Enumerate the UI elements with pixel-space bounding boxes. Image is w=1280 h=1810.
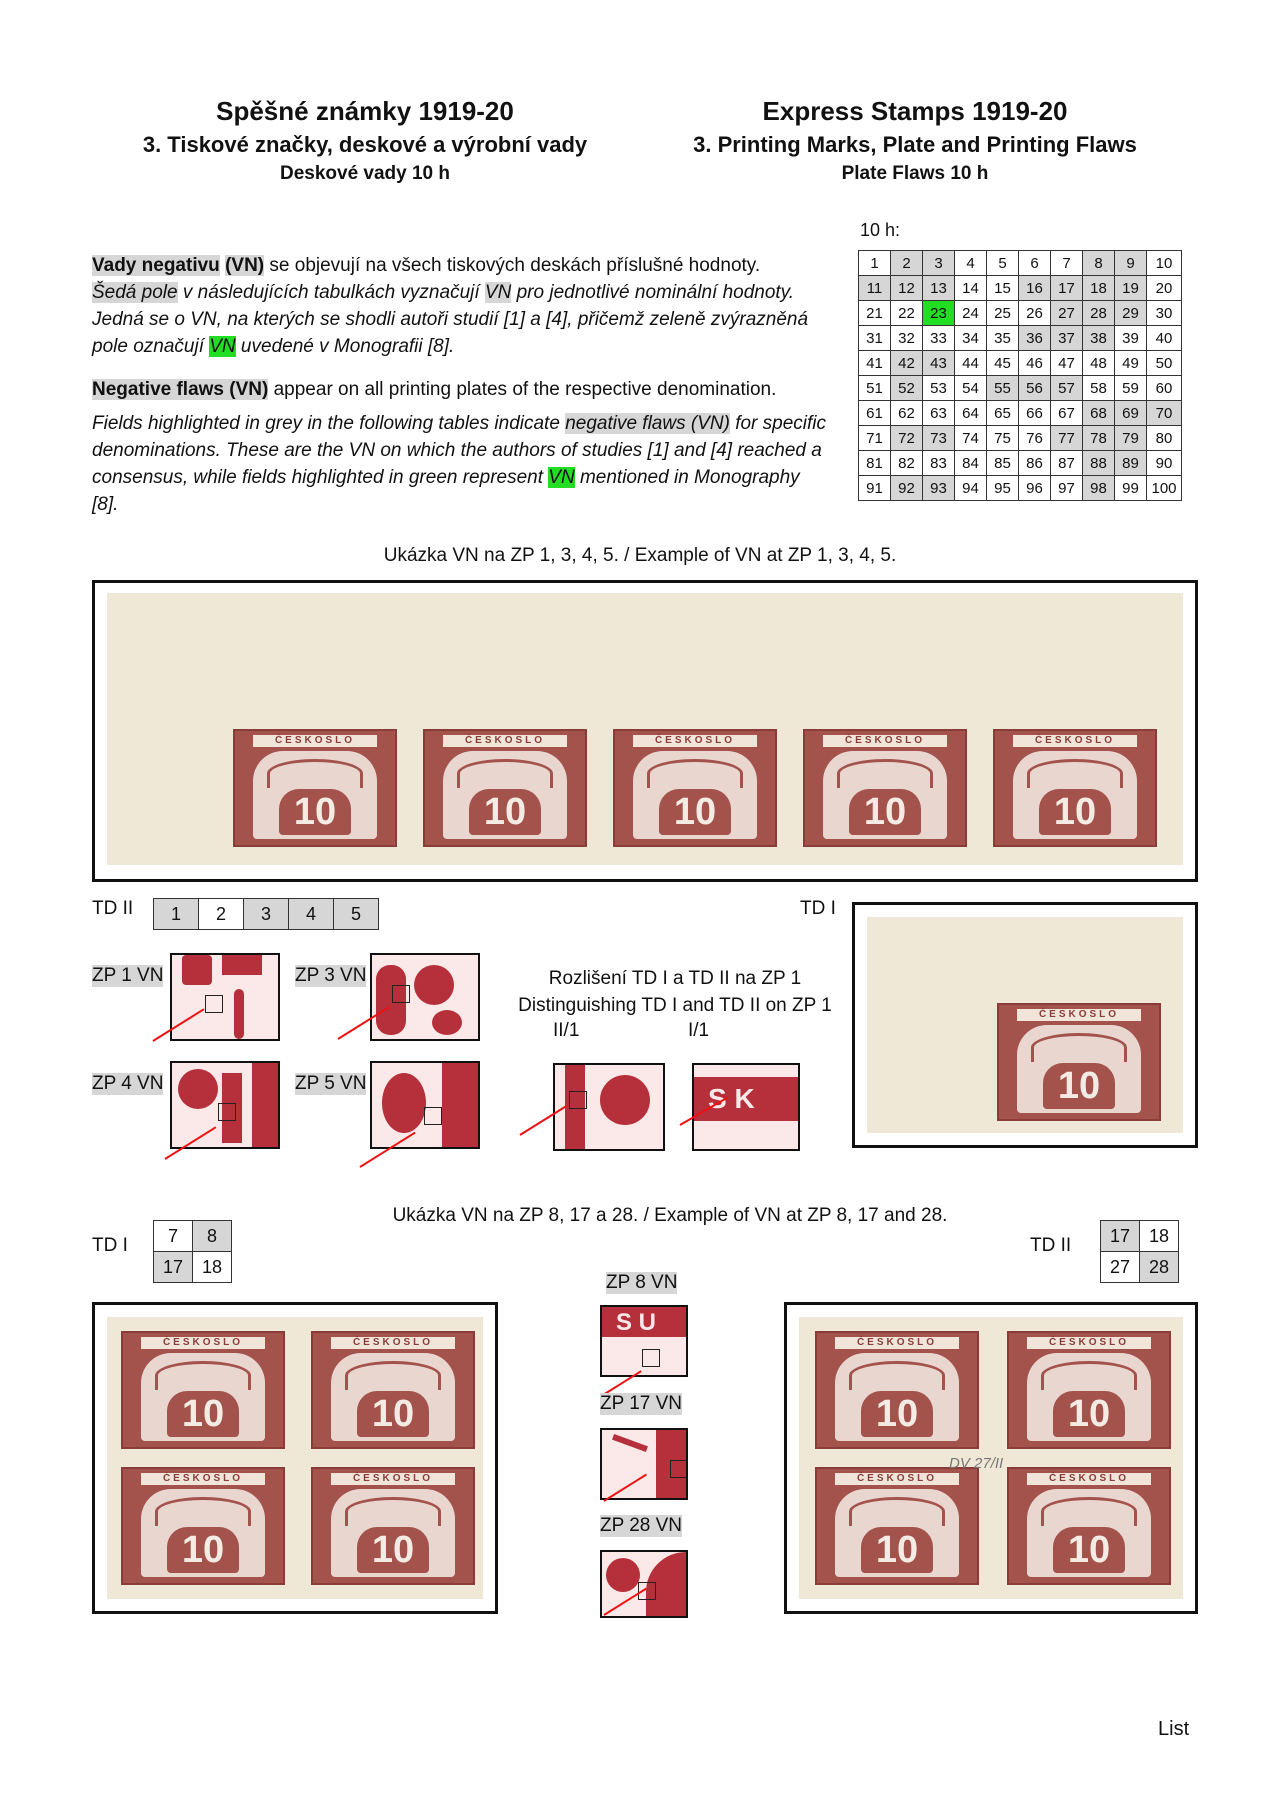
- zp17-detail: [600, 1428, 688, 1500]
- strip-caption: Ukázka VN na ZP 1, 3, 4, 5. / Example of VN at ZP 1, 3, 4, 5.: [383, 545, 897, 566]
- stamp: [1007, 1331, 1171, 1449]
- grid-cell-22: 22: [891, 301, 923, 326]
- stamp: [121, 1331, 285, 1449]
- grid-cell-4: 4: [955, 251, 987, 276]
- cz-vn2: VN: [484, 282, 512, 303]
- grid-cell-44: 44: [955, 351, 987, 376]
- grid-cell-71: 71: [859, 426, 891, 451]
- grid-cell-82: 82: [891, 451, 923, 476]
- td2-label: TD II: [92, 898, 134, 919]
- grid-cell-29: 29: [1115, 301, 1147, 326]
- grid-cell-10: 10: [1147, 251, 1182, 276]
- grid-cell-37: 37: [1051, 326, 1083, 351]
- grid-cell-94: 94: [955, 476, 987, 501]
- stamp-top-text: ČESKOSLO: [1017, 1009, 1141, 1021]
- grid-cell-65: 65: [987, 401, 1019, 426]
- stamp: [121, 1467, 285, 1585]
- grid-cell-35: 35: [987, 326, 1019, 351]
- stamp: [803, 729, 967, 847]
- stamp: [993, 729, 1157, 847]
- grid-cell-64: 64: [955, 401, 987, 426]
- cz-rest3: pro jednotlivé nominální hodnoty. Jedná se o VN, na kterých se shodli autoři studií [1] a [4], přičemž zeleně zvýrazněná pole označují: [92, 282, 809, 357]
- strip-frame: [92, 580, 1198, 882]
- cz-vn3: VN: [209, 336, 236, 357]
- grid-cell-26: 26: [1019, 301, 1051, 326]
- stamp-value: 10: [167, 1391, 239, 1437]
- flaw-grid: [858, 250, 1182, 501]
- stamp: [815, 1467, 979, 1585]
- cz-grey: Šedá pole: [92, 282, 178, 303]
- cz-rest2: v následujících tabulkách vyznačují: [177, 282, 485, 303]
- cz-title: Spěšné známky 1919-20: [216, 96, 514, 126]
- grid-cell-46: 46: [1019, 351, 1051, 376]
- grid-cell-51: 51: [859, 376, 891, 401]
- grid-cell-33: 33: [923, 326, 955, 351]
- en-sub2: Plate Flaws 10 h: [841, 163, 989, 184]
- grid-cell-58: 58: [1083, 376, 1115, 401]
- grid-cell-63: 63: [923, 401, 955, 426]
- stamp-value: 10: [1053, 1391, 1125, 1437]
- grid-cell-52: 52: [891, 376, 923, 401]
- stamp-value: 10: [659, 789, 731, 835]
- grid-cell-45: 45: [987, 351, 1019, 376]
- td2-1-detail: [553, 1063, 665, 1151]
- stamp-top-text: ČESKOSLO: [823, 735, 947, 747]
- right-block-frame: [784, 1302, 1198, 1614]
- zp4-label: ZP 4 VN: [92, 1073, 164, 1094]
- cz-rest4: uvedené v Monografii [8].: [235, 336, 455, 357]
- distinguish-a: II/1: [553, 1020, 580, 1041]
- grid-cell-95: 95: [987, 476, 1019, 501]
- grid-cell-79: 79: [1115, 426, 1147, 451]
- grid-cell-62: 62: [891, 401, 923, 426]
- stamp: [815, 1331, 979, 1449]
- grid-cell-19: 19: [1115, 276, 1147, 301]
- grid-cell-78: 78: [1083, 426, 1115, 451]
- grid-cell-39: 39: [1115, 326, 1147, 351]
- grid-cell-7: 7: [1051, 251, 1083, 276]
- grid-cell-24: 24: [955, 301, 987, 326]
- right-cell-18: 18: [1140, 1221, 1179, 1252]
- grid-cell-59: 59: [1115, 376, 1147, 401]
- grid-cell-38: 38: [1083, 326, 1115, 351]
- intro-cz: [92, 252, 832, 360]
- stamp-value: 10: [469, 789, 541, 835]
- zp3-label: ZP 3 VN: [295, 965, 367, 986]
- grid-cell-97: 97: [1051, 476, 1083, 501]
- right-block-label: TD II: [1030, 1235, 1072, 1256]
- grid-cell-41: 41: [859, 351, 891, 376]
- left-block-label: TD I: [92, 1235, 128, 1256]
- stamp-value: 10: [1053, 1527, 1125, 1573]
- grid-cell-18: 18: [1083, 276, 1115, 301]
- grid-cell-81: 81: [859, 451, 891, 476]
- intro-en: [92, 376, 832, 403]
- grid-cell-3: 3: [923, 251, 955, 276]
- cz-subtitle: 3. Tiskové značky, deskové a výrobní vady: [142, 132, 588, 157]
- stamp-value: 10: [357, 1391, 429, 1437]
- grid-cell-49: 49: [1115, 351, 1147, 376]
- right-cell-27: 27: [1101, 1252, 1140, 1283]
- stamp: [423, 729, 587, 847]
- left-block-paper: [107, 1317, 483, 1599]
- grid-cell-16: 16: [1019, 276, 1051, 301]
- zp3-detail: [370, 953, 480, 1041]
- en-it1: Fields highlighted in grey in the following tables indicate: [92, 413, 566, 434]
- stamp-top-text: ČESKOSLO: [835, 1337, 959, 1349]
- stamp-value: 10: [279, 789, 351, 835]
- en-bold: Negative flaws (VN): [92, 379, 269, 400]
- grid-cell-32: 32: [891, 326, 923, 351]
- zp5-label: ZP 5 VN: [295, 1073, 367, 1094]
- grid-cell-77: 77: [1051, 426, 1083, 451]
- grid-cell-21: 21: [859, 301, 891, 326]
- left-cell-17: 17: [154, 1252, 193, 1283]
- td2-cell-4: 4: [289, 899, 334, 930]
- left-cell-18: 18: [193, 1252, 232, 1283]
- grid-cell-100: 100: [1147, 476, 1182, 501]
- stamp: [1007, 1467, 1171, 1585]
- stamp-value: 10: [861, 1391, 933, 1437]
- grid-cell-68: 68: [1083, 401, 1115, 426]
- grid-cell-5: 5: [987, 251, 1019, 276]
- grid-cell-90: 90: [1147, 451, 1182, 476]
- grid-cell-70: 70: [1147, 401, 1182, 426]
- grid-cell-99: 99: [1115, 476, 1147, 501]
- footer-label: List: [1158, 1718, 1190, 1740]
- grid-cell-56: 56: [1019, 376, 1051, 401]
- grid-cell-80: 80: [1147, 426, 1182, 451]
- en-it2: for specific denominations. These are the VN on which the authors of studies [1] and [4] reached a consensus, while fields highlighted in green represent: [92, 413, 827, 488]
- grid-cell-66: 66: [1019, 401, 1051, 426]
- block-caption: Ukázka VN na ZP 8, 17 a 28. / Example of VN at ZP 8, 17 and 28.: [392, 1205, 948, 1226]
- td2-cell-3: 3: [244, 899, 289, 930]
- td2-cell-5: 5: [334, 899, 379, 930]
- left-cell-8: 8: [193, 1221, 232, 1252]
- grid-cell-86: 86: [1019, 451, 1051, 476]
- grid-cell-67: 67: [1051, 401, 1083, 426]
- grid-cell-75: 75: [987, 426, 1019, 451]
- zp4-detail: [170, 1061, 280, 1149]
- grid-cell-84: 84: [955, 451, 987, 476]
- stamp-top-text: ČESKOSLO: [1027, 1473, 1151, 1485]
- grid-cell-20: 20: [1147, 276, 1182, 301]
- grid-cell-42: 42: [891, 351, 923, 376]
- grid-cell-31: 31: [859, 326, 891, 351]
- stamp-value: 10: [849, 789, 921, 835]
- en-it3: mentioned in Monography [8].: [92, 467, 800, 515]
- grid-cell-30: 30: [1147, 301, 1182, 326]
- td2-table: [153, 898, 379, 930]
- stamp: [997, 1003, 1161, 1121]
- grid-cell-36: 36: [1019, 326, 1051, 351]
- right-block-table: [1100, 1220, 1179, 1283]
- td1-frame: [852, 902, 1198, 1148]
- detail-su: S U: [616, 1309, 657, 1336]
- zp5-detail: [370, 1061, 480, 1149]
- grid-cell-11: 11: [859, 276, 891, 301]
- stamp-value: 10: [167, 1527, 239, 1573]
- stamp-top-text: ČESKOSLO: [633, 735, 757, 747]
- td2-cell-1: 1: [154, 899, 199, 930]
- td2-cell-2: 2: [199, 899, 244, 930]
- grid-cell-23: 23: [923, 301, 955, 326]
- grid-cell-89: 89: [1115, 451, 1147, 476]
- zp1-label: ZP 1 VN: [92, 965, 164, 986]
- grid-cell-12: 12: [891, 276, 923, 301]
- stamp-top-text: ČESKOSLO: [1013, 735, 1137, 747]
- grid-label: 10 h:: [860, 220, 901, 240]
- zp8-label: ZP 8 VN: [606, 1272, 678, 1293]
- stamp-top-text: ČESKOSLO: [141, 1337, 265, 1349]
- grid-cell-93: 93: [923, 476, 955, 501]
- left-block-frame: [92, 1302, 498, 1614]
- stamp-top-text: ČESKOSLO: [253, 735, 377, 747]
- grid-cell-76: 76: [1019, 426, 1051, 451]
- right-cell-17: 17: [1101, 1221, 1140, 1252]
- stamp-top-text: ČESKOSLO: [141, 1473, 265, 1485]
- td1-label: TD I: [800, 898, 836, 919]
- grid-cell-92: 92: [891, 476, 923, 501]
- stamp-top-text: ČESKOSLO: [331, 1337, 455, 1349]
- grid-cell-48: 48: [1083, 351, 1115, 376]
- stamp-top-text: ČESKOSLO: [1027, 1337, 1151, 1349]
- grid-cell-50: 50: [1147, 351, 1182, 376]
- en-rest1: appear on all printing plates of the respective denomination.: [268, 379, 777, 400]
- distinguish-text: [510, 965, 840, 1019]
- stamp-top-text: ČESKOSLO: [835, 1473, 959, 1485]
- grid-cell-57: 57: [1051, 376, 1083, 401]
- en-vn: VN: [548, 467, 575, 488]
- stamp: [311, 1331, 475, 1449]
- grid-cell-6: 6: [1019, 251, 1051, 276]
- stamp: [613, 729, 777, 847]
- pencil-note: DV 27/II: [949, 1455, 1004, 1472]
- grid-cell-47: 47: [1051, 351, 1083, 376]
- grid-cell-9: 9: [1115, 251, 1147, 276]
- distinguish-en: Distinguishing TD I and TD II on ZP 1: [518, 995, 832, 1016]
- grid-cell-69: 69: [1115, 401, 1147, 426]
- left-block-table: [153, 1220, 232, 1283]
- grid-cell-60: 60: [1147, 376, 1182, 401]
- grid-cell-13: 13: [923, 276, 955, 301]
- detail-sk: S K: [708, 1083, 755, 1114]
- grid-cell-1: 1: [859, 251, 891, 276]
- right-block-paper: [799, 1317, 1183, 1599]
- grid-cell-27: 27: [1051, 301, 1083, 326]
- grid-cell-28: 28: [1083, 301, 1115, 326]
- grid-cell-17: 17: [1051, 276, 1083, 301]
- grid-cell-73: 73: [923, 426, 955, 451]
- grid-cell-25: 25: [987, 301, 1019, 326]
- grid-cell-98: 98: [1083, 476, 1115, 501]
- stamp-value: 10: [1043, 1063, 1115, 1109]
- grid-cell-53: 53: [923, 376, 955, 401]
- cz-rest1: se objevují na všech tiskových deskách příslušné hodnoty.: [264, 255, 761, 276]
- grid-cell-15: 15: [987, 276, 1019, 301]
- right-cell-28: 28: [1140, 1252, 1179, 1283]
- zp1-detail: [170, 953, 280, 1041]
- grid-cell-43: 43: [923, 351, 955, 376]
- grid-cell-55: 55: [987, 376, 1019, 401]
- stamp: [233, 729, 397, 847]
- zp28-label: ZP 28 VN: [600, 1515, 683, 1536]
- en-title: Express Stamps 1919-20: [762, 96, 1068, 126]
- stamp-top-text: ČESKOSLO: [331, 1473, 455, 1485]
- stamp-top-text: ČESKOSLO: [443, 735, 567, 747]
- grid-cell-34: 34: [955, 326, 987, 351]
- left-cell-7: 7: [154, 1221, 193, 1252]
- stamp: [311, 1467, 475, 1585]
- grid-cell-8: 8: [1083, 251, 1115, 276]
- grid-cell-96: 96: [1019, 476, 1051, 501]
- stamp-value: 10: [1039, 789, 1111, 835]
- zp8-detail: [600, 1305, 688, 1377]
- intro-en-it: [92, 410, 827, 518]
- cz-vn: (VN): [225, 255, 265, 276]
- cz-sub2: Deskové vady 10 h: [279, 163, 451, 184]
- grid-cell-54: 54: [955, 376, 987, 401]
- en-grey: negative flaws (VN): [565, 413, 730, 434]
- grid-cell-91: 91: [859, 476, 891, 501]
- distinguish-cz: Rozlišení TD I a TD II na ZP 1: [548, 968, 802, 989]
- zp17-label: ZP 17 VN: [600, 1393, 683, 1414]
- grid-cell-83: 83: [923, 451, 955, 476]
- stamp-value: 10: [861, 1527, 933, 1573]
- grid-cell-14: 14: [955, 276, 987, 301]
- grid-cell-74: 74: [955, 426, 987, 451]
- grid-cell-72: 72: [891, 426, 923, 451]
- grid-cell-87: 87: [1051, 451, 1083, 476]
- grid-cell-40: 40: [1147, 326, 1182, 351]
- strip-paper: [107, 593, 1183, 865]
- grid-cell-2: 2: [891, 251, 923, 276]
- grid-cell-85: 85: [987, 451, 1019, 476]
- cz-bold: Vady negativu: [92, 255, 220, 276]
- distinguish-b: I/1: [688, 1020, 710, 1041]
- td1-paper: [867, 917, 1183, 1133]
- grid-cell-61: 61: [859, 401, 891, 426]
- grid-cell-88: 88: [1083, 451, 1115, 476]
- en-subtitle: 3. Printing Marks, Plate and Printing Flaws: [693, 132, 1137, 157]
- stamp-value: 10: [357, 1527, 429, 1573]
